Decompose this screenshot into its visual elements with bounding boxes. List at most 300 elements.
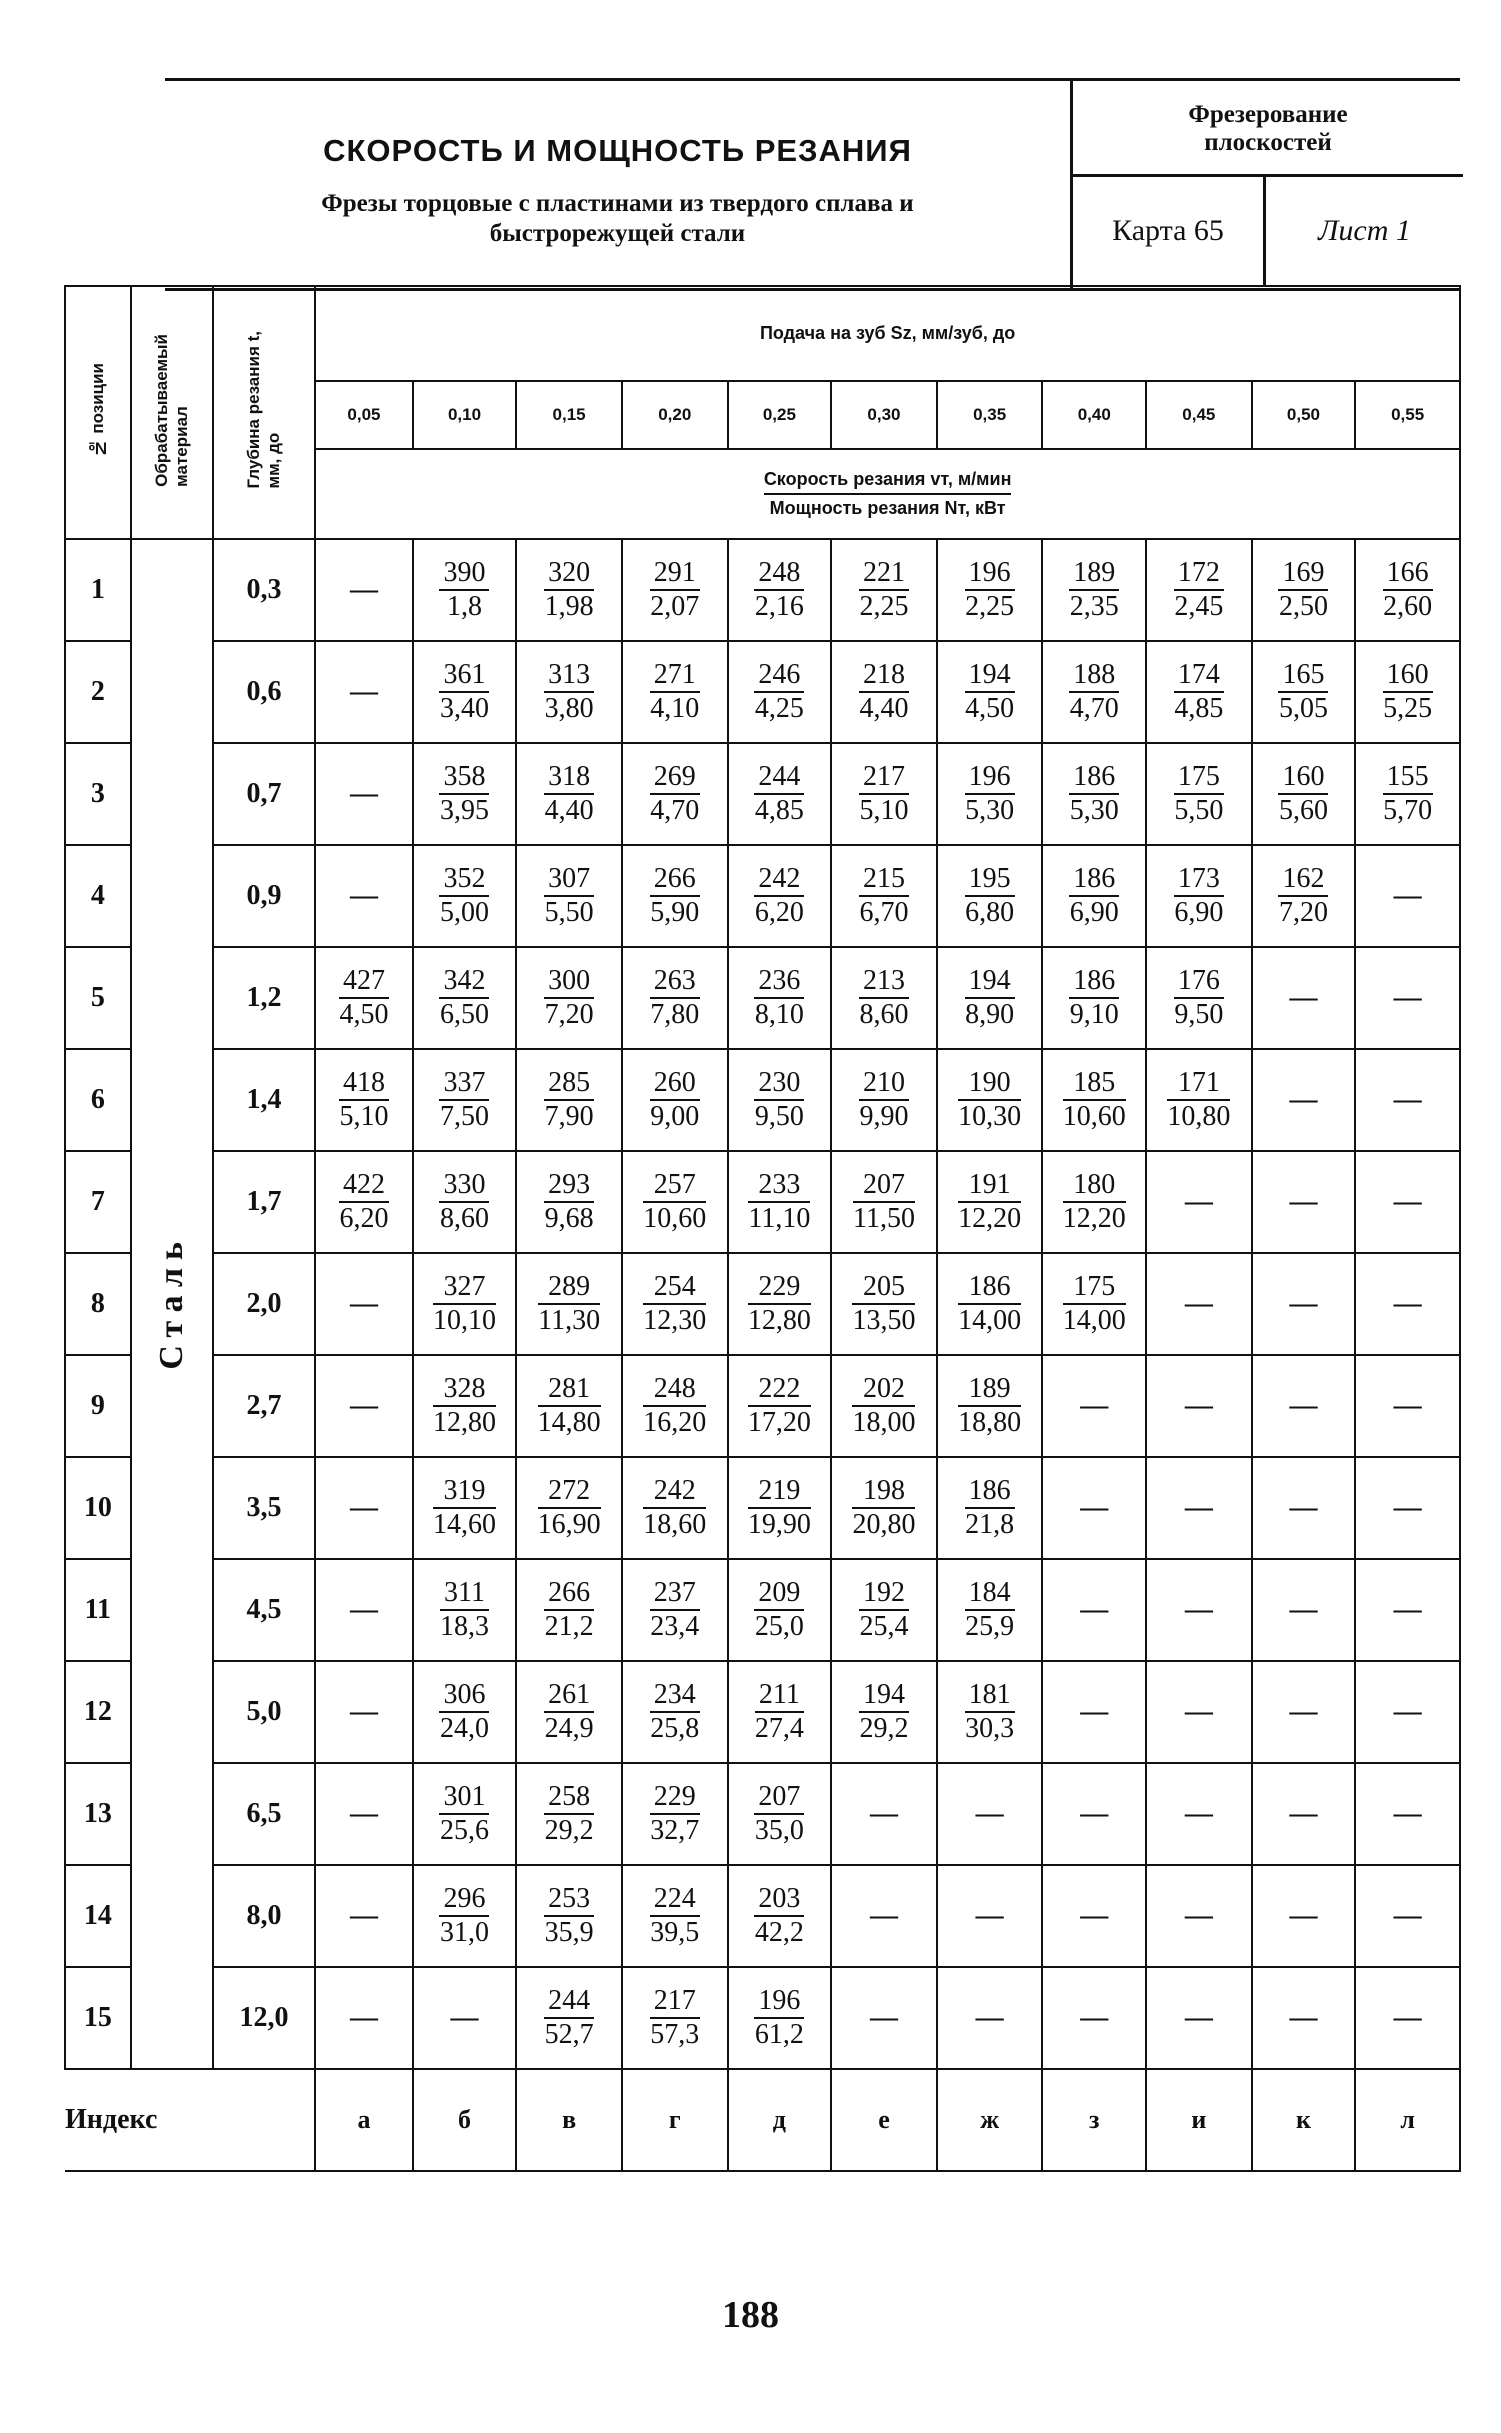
speed-power-fraction bbox=[754, 558, 804, 622]
speed-power-cell bbox=[728, 641, 832, 743]
empty-cell bbox=[1252, 1457, 1356, 1559]
empty-cell bbox=[413, 1967, 517, 2069]
index-letter: з bbox=[1042, 2069, 1146, 2171]
index-letter: б bbox=[413, 2069, 517, 2171]
dash-mark: — bbox=[1080, 1798, 1109, 1829]
cutting-power-value: 57,3 bbox=[650, 2019, 700, 2050]
page-number: 188 bbox=[722, 2294, 779, 2336]
empty-cell bbox=[937, 1763, 1043, 1865]
cutting-power-value: 5,05 bbox=[1278, 693, 1328, 724]
dash-mark: — bbox=[349, 1492, 378, 1523]
speed-power-fraction bbox=[538, 1272, 600, 1336]
table-row bbox=[65, 1865, 1460, 1967]
dash-mark: — bbox=[349, 1594, 378, 1625]
speed-power-cell bbox=[622, 539, 728, 641]
cutting-speed-value: 422 bbox=[339, 1170, 389, 1203]
dash-mark: — bbox=[1289, 1594, 1318, 1625]
speed-power-fraction bbox=[339, 1068, 389, 1132]
cutting-power-value: 14,80 bbox=[537, 1407, 601, 1438]
dash-mark: — bbox=[1393, 1186, 1422, 1217]
cutting-speed-value: 244 bbox=[544, 1986, 594, 2019]
cutting-speed-value: 285 bbox=[544, 1068, 594, 1101]
feed-value: 0,20 bbox=[622, 381, 728, 449]
speed-power-fraction bbox=[754, 1986, 804, 2050]
speed-power-cell bbox=[831, 947, 937, 1049]
speed-power-cell bbox=[831, 845, 937, 947]
cutting-speed-value: 185 bbox=[1063, 1068, 1126, 1101]
depth-value: 0,9 bbox=[213, 845, 316, 947]
speed-header: Скорость резания vт, м/мин bbox=[764, 469, 1012, 495]
speed-power-cell bbox=[622, 845, 728, 947]
speed-power-cell bbox=[315, 1151, 412, 1253]
speed-power-cell bbox=[1252, 743, 1356, 845]
position-number: 6 bbox=[65, 1049, 131, 1151]
dash-mark: — bbox=[975, 1900, 1004, 1931]
speed-power-fraction bbox=[1063, 1068, 1126, 1132]
speed-power-cell bbox=[831, 743, 937, 845]
empty-cell bbox=[1355, 1967, 1460, 2069]
cutting-speed-value: 174 bbox=[1174, 660, 1224, 693]
cutting-power-value: 52,7 bbox=[544, 2019, 594, 2050]
depth-header: Глубина резания t, мм, до bbox=[243, 331, 283, 489]
empty-cell bbox=[1042, 1763, 1146, 1865]
position-number: 8 bbox=[65, 1253, 131, 1355]
cutting-speed-value: 327 bbox=[433, 1272, 496, 1305]
cutting-power-value: 10,60 bbox=[643, 1203, 707, 1234]
dash-mark: — bbox=[1289, 1084, 1318, 1115]
index-label: Индекс bbox=[65, 2069, 315, 2171]
depth-value: 2,0 bbox=[213, 1253, 316, 1355]
cutting-power-value: 9,50 bbox=[1174, 999, 1224, 1030]
speed-power-fraction bbox=[1278, 864, 1328, 928]
cutting-speed-value: 242 bbox=[754, 864, 804, 897]
empty-cell bbox=[1146, 1355, 1252, 1457]
cutting-speed-value: 219 bbox=[748, 1476, 811, 1509]
cutting-power-value: 4,40 bbox=[859, 693, 909, 724]
cutting-power-value: 7,50 bbox=[439, 1101, 489, 1132]
cutting-speed-value: 186 bbox=[1069, 864, 1119, 897]
speed-power-fraction bbox=[748, 1170, 810, 1234]
speed-power-cell bbox=[831, 641, 937, 743]
cutting-speed-value: 269 bbox=[650, 762, 700, 795]
speed-power-cell bbox=[516, 1865, 622, 1967]
dash-mark: — bbox=[1289, 1900, 1318, 1931]
speed-power-cell bbox=[413, 1865, 517, 1967]
dash-mark: — bbox=[349, 676, 378, 707]
cutting-power-value: 12,30 bbox=[643, 1305, 707, 1336]
speed-power-cell bbox=[413, 845, 517, 947]
dash-mark: — bbox=[1184, 1186, 1213, 1217]
table-row bbox=[65, 641, 1460, 743]
speed-power-cell bbox=[831, 1661, 937, 1763]
cutting-power-value: 10,30 bbox=[958, 1101, 1022, 1132]
dash-mark: — bbox=[1080, 1900, 1109, 1931]
feed-value: 0,30 bbox=[831, 381, 937, 449]
cutting-power-value: 4,70 bbox=[650, 795, 700, 826]
dash-mark: — bbox=[1289, 1696, 1318, 1727]
dash-mark: — bbox=[1289, 1186, 1318, 1217]
empty-cell bbox=[315, 1763, 412, 1865]
speed-power-cell bbox=[413, 743, 517, 845]
cutting-power-value: 12,20 bbox=[1062, 1203, 1126, 1234]
cutting-power-value: 31,0 bbox=[439, 1917, 489, 1948]
speed-power-fraction bbox=[965, 762, 1015, 826]
empty-cell bbox=[831, 1763, 937, 1865]
speed-power-fraction bbox=[650, 762, 700, 826]
cutting-power-value: 4,40 bbox=[544, 795, 594, 826]
empty-cell bbox=[315, 539, 412, 641]
speed-power-fraction bbox=[1069, 558, 1119, 622]
dash-mark: — bbox=[869, 1798, 898, 1829]
dash-mark: — bbox=[349, 778, 378, 809]
cutting-speed-value: 306 bbox=[439, 1680, 489, 1713]
cutting-speed-value: 258 bbox=[544, 1782, 594, 1815]
cutting-power-value: 18,60 bbox=[643, 1509, 707, 1540]
speed-power-cell bbox=[413, 539, 517, 641]
speed-power-fraction bbox=[650, 1782, 700, 1846]
speed-power-fraction bbox=[1278, 660, 1328, 724]
position-number: 4 bbox=[65, 845, 131, 947]
cutting-power-value: 2,60 bbox=[1383, 591, 1433, 622]
cutting-power-value: 42,2 bbox=[754, 1917, 804, 1948]
dash-mark: — bbox=[1080, 2002, 1109, 2033]
speed-power-cell bbox=[831, 1559, 937, 1661]
table-row bbox=[65, 1763, 1460, 1865]
cutting-power-value: 2,25 bbox=[965, 591, 1015, 622]
cutting-power-value: 2,07 bbox=[650, 591, 700, 622]
speed-power-fraction bbox=[1174, 558, 1224, 622]
empty-cell bbox=[1042, 1355, 1146, 1457]
speed-power-fraction bbox=[754, 1068, 804, 1132]
page-title: СКОРОСТЬ И МОЩНОСТЬ РЕЗАНИЯ bbox=[323, 133, 912, 168]
speed-power-cell bbox=[413, 1661, 517, 1763]
speed-power-cell bbox=[937, 1457, 1043, 1559]
speed-power-fraction bbox=[544, 864, 594, 928]
cutting-power-value: 18,3 bbox=[439, 1611, 489, 1642]
speed-power-cell bbox=[413, 1763, 517, 1865]
header-title-block bbox=[165, 81, 1070, 288]
cutting-speed-value: 196 bbox=[754, 1986, 804, 2019]
feed-header: Подача на зуб Sz, мм/зуб, до bbox=[315, 286, 1460, 381]
speed-power-fraction bbox=[439, 864, 489, 928]
cutting-speed-value: 180 bbox=[1063, 1170, 1126, 1203]
cutting-power-value: 11,50 bbox=[852, 1203, 915, 1234]
speed-power-fraction bbox=[643, 1272, 706, 1336]
cutting-power-value: 7,90 bbox=[544, 1101, 594, 1132]
speed-power-cell bbox=[1146, 947, 1252, 1049]
empty-cell bbox=[315, 1559, 412, 1661]
speed-power-cell bbox=[1252, 845, 1356, 947]
operation-label bbox=[1073, 81, 1463, 177]
speed-power-cell bbox=[728, 1559, 832, 1661]
cutting-power-value: 14,00 bbox=[958, 1305, 1022, 1336]
cutting-speed-value: 188 bbox=[1069, 660, 1119, 693]
cutting-power-value: 16,90 bbox=[537, 1509, 601, 1540]
speed-power-fraction bbox=[965, 1578, 1015, 1642]
dash-mark: — bbox=[1393, 2002, 1422, 2033]
cutting-power-value: 5,10 bbox=[859, 795, 909, 826]
depth-value: 8,0 bbox=[213, 1865, 316, 1967]
power-header: Мощность резания Nт, кВт bbox=[769, 498, 1006, 518]
cutting-speed-value: 248 bbox=[754, 558, 804, 591]
cutting-speed-value: 427 bbox=[339, 966, 389, 999]
cutting-power-value: 14,60 bbox=[432, 1509, 496, 1540]
dash-mark: — bbox=[349, 1798, 378, 1829]
empty-cell bbox=[831, 1865, 937, 1967]
cutting-power-value: 3,80 bbox=[544, 693, 594, 724]
speed-power-cell bbox=[622, 743, 728, 845]
speed-power-fraction bbox=[643, 1374, 706, 1438]
speed-power-fraction bbox=[859, 1680, 909, 1744]
speed-power-cell bbox=[1042, 641, 1146, 743]
speed-power-fraction bbox=[433, 1476, 496, 1540]
speed-power-cell bbox=[516, 1457, 622, 1559]
speed-power-cell bbox=[1042, 845, 1146, 947]
dash-mark: — bbox=[349, 2002, 378, 2033]
speed-power-fraction bbox=[748, 1476, 811, 1540]
index-letter: к bbox=[1252, 2069, 1356, 2171]
cutting-power-value: 35,0 bbox=[754, 1815, 804, 1846]
empty-cell bbox=[315, 1967, 412, 2069]
speed-power-fraction bbox=[439, 558, 489, 622]
table-row bbox=[65, 1559, 1460, 1661]
cutting-power-value: 25,6 bbox=[439, 1815, 489, 1846]
dash-mark: — bbox=[349, 1900, 378, 1931]
speed-power-cell bbox=[1355, 743, 1460, 845]
dash-mark: — bbox=[1393, 1594, 1422, 1625]
dash-mark: — bbox=[1080, 1594, 1109, 1625]
operation-line-1: Фрезерование bbox=[1188, 101, 1348, 128]
cutting-speed-value: 293 bbox=[544, 1170, 594, 1203]
cutting-power-value: 16,20 bbox=[643, 1407, 707, 1438]
dash-mark: — bbox=[1080, 1390, 1109, 1421]
depth-value: 1,2 bbox=[213, 947, 316, 1049]
cutting-power-value: 9,00 bbox=[650, 1101, 700, 1132]
speed-power-fraction bbox=[650, 1986, 700, 2050]
cutting-speed-value: 229 bbox=[748, 1272, 811, 1305]
speed-power-fraction bbox=[859, 660, 909, 724]
speed-power-cell bbox=[1042, 947, 1146, 1049]
speed-power-fraction bbox=[1174, 660, 1224, 724]
empty-cell bbox=[1146, 1661, 1252, 1763]
cutting-speed-value: 320 bbox=[544, 558, 594, 591]
cutting-speed-value: 171 bbox=[1167, 1068, 1230, 1101]
speed-power-cell bbox=[1042, 1049, 1146, 1151]
cutting-power-value: 6,50 bbox=[439, 999, 489, 1030]
cutting-power-value: 21,8 bbox=[965, 1509, 1015, 1540]
cutting-power-value: 9,10 bbox=[1069, 999, 1119, 1030]
speed-power-fraction bbox=[339, 1170, 389, 1234]
cutting-power-value: 5,30 bbox=[965, 795, 1015, 826]
speed-power-cell bbox=[622, 1049, 728, 1151]
speed-power-fraction bbox=[1383, 762, 1433, 826]
table-row bbox=[65, 1049, 1460, 1151]
cutting-power-value: 4,25 bbox=[754, 693, 804, 724]
depth-value: 0,7 bbox=[213, 743, 316, 845]
speed-power-cell bbox=[831, 1151, 937, 1253]
speed-power-fraction bbox=[1174, 864, 1224, 928]
sheet-number: Лист 1 bbox=[1318, 214, 1411, 247]
depth-value: 0,6 bbox=[213, 641, 316, 743]
cutting-power-value: 27,4 bbox=[754, 1713, 804, 1744]
speed-power-cell bbox=[831, 1355, 937, 1457]
speed-power-fraction bbox=[1069, 660, 1119, 724]
feed-value: 0,40 bbox=[1042, 381, 1146, 449]
cutting-speed-value: 213 bbox=[859, 966, 909, 999]
speed-power-fraction bbox=[439, 1170, 489, 1234]
speed-power-fraction bbox=[1069, 762, 1119, 826]
speed-power-fraction bbox=[643, 1476, 706, 1540]
speed-power-cell bbox=[937, 845, 1043, 947]
cutting-speed-value: 191 bbox=[958, 1170, 1021, 1203]
speed-power-fraction bbox=[1167, 1068, 1230, 1132]
empty-cell bbox=[1146, 1865, 1252, 1967]
speed-power-cell bbox=[413, 641, 517, 743]
empty-cell bbox=[315, 641, 412, 743]
cutting-power-value: 2,16 bbox=[754, 591, 804, 622]
cutting-speed-value: 361 bbox=[439, 660, 489, 693]
dash-mark: — bbox=[349, 1696, 378, 1727]
speed-power-cell bbox=[516, 1355, 622, 1457]
cutting-power-value: 23,4 bbox=[650, 1611, 700, 1642]
speed-power-fraction bbox=[433, 1272, 496, 1336]
dash-mark: — bbox=[1184, 1594, 1213, 1625]
speed-power-fraction bbox=[1174, 966, 1224, 1030]
feed-value: 0,50 bbox=[1252, 381, 1356, 449]
speed-power-cell bbox=[937, 641, 1043, 743]
speed-power-fraction bbox=[754, 660, 804, 724]
cutting-power-value: 25,9 bbox=[965, 1611, 1015, 1642]
dash-mark: — bbox=[1184, 1288, 1213, 1319]
empty-cell bbox=[1355, 1355, 1460, 1457]
cutting-power-value: 29,2 bbox=[544, 1815, 594, 1846]
cutting-speed-value: 184 bbox=[965, 1578, 1015, 1611]
speed-power-fraction bbox=[440, 1578, 489, 1642]
feed-value: 0,45 bbox=[1146, 381, 1252, 449]
empty-cell bbox=[1252, 1049, 1356, 1151]
speed-power-cell bbox=[1252, 641, 1356, 743]
speed-power-fraction bbox=[538, 1476, 601, 1540]
cutting-speed-value: 194 bbox=[859, 1680, 909, 1713]
speed-power-fraction bbox=[965, 864, 1015, 928]
cutting-power-value: 12,80 bbox=[432, 1407, 496, 1438]
speed-power-fraction bbox=[958, 1170, 1021, 1234]
cutting-speed-value: 181 bbox=[965, 1680, 1015, 1713]
dash-mark: — bbox=[1184, 1492, 1213, 1523]
speed-power-fraction bbox=[965, 558, 1015, 622]
speed-power-fraction bbox=[958, 1272, 1021, 1336]
speed-power-header bbox=[315, 449, 1460, 539]
cutting-speed-value: 337 bbox=[439, 1068, 489, 1101]
cutting-speed-value: 301 bbox=[439, 1782, 489, 1815]
depth-value: 1,4 bbox=[213, 1049, 316, 1151]
dash-mark: — bbox=[1184, 1900, 1213, 1931]
speed-power-fraction bbox=[1069, 966, 1119, 1030]
speed-power-cell bbox=[728, 1457, 832, 1559]
cutting-speed-value: 246 bbox=[754, 660, 804, 693]
card-number: Карта 65 bbox=[1073, 177, 1266, 285]
cutting-speed-value: 328 bbox=[433, 1374, 496, 1407]
cutting-speed-value: 291 bbox=[650, 558, 700, 591]
cutting-power-value: 61,2 bbox=[754, 2019, 804, 2050]
speed-power-fraction bbox=[439, 660, 489, 724]
cutting-speed-value: 176 bbox=[1174, 966, 1224, 999]
cutting-data-table bbox=[64, 285, 1461, 2172]
position-number: 3 bbox=[65, 743, 131, 845]
position-number: 12 bbox=[65, 1661, 131, 1763]
cutting-power-value: 4,50 bbox=[339, 999, 389, 1030]
table-row bbox=[65, 845, 1460, 947]
empty-cell bbox=[315, 743, 412, 845]
speed-power-cell bbox=[1146, 641, 1252, 743]
speed-power-cell bbox=[728, 1151, 832, 1253]
cutting-power-value: 6,20 bbox=[754, 897, 804, 928]
empty-cell bbox=[1252, 1151, 1356, 1253]
speed-power-cell bbox=[622, 1763, 728, 1865]
depth-value: 6,5 bbox=[213, 1763, 316, 1865]
cutting-power-value: 12,80 bbox=[747, 1305, 811, 1336]
cutting-power-value: 35,9 bbox=[544, 1917, 594, 1948]
cutting-speed-value: 195 bbox=[965, 864, 1015, 897]
cutting-power-value: 2,25 bbox=[859, 591, 909, 622]
dash-mark: — bbox=[1289, 1288, 1318, 1319]
cutting-speed-value: 296 bbox=[439, 1884, 489, 1917]
cutting-speed-value: 257 bbox=[643, 1170, 706, 1203]
speed-power-fraction bbox=[544, 966, 594, 1030]
cutting-speed-value: 418 bbox=[339, 1068, 389, 1101]
cutting-power-value: 6,80 bbox=[965, 897, 1015, 928]
cutting-power-value: 4,70 bbox=[1069, 693, 1119, 724]
cutting-power-value: 25,8 bbox=[650, 1713, 700, 1744]
cutting-speed-value: 165 bbox=[1278, 660, 1328, 693]
index-row bbox=[65, 2069, 1460, 2171]
speed-power-fraction bbox=[852, 1272, 915, 1336]
speed-power-fraction bbox=[1174, 762, 1224, 826]
speed-power-fraction bbox=[754, 864, 804, 928]
speed-power-fraction bbox=[852, 1374, 915, 1438]
speed-power-fraction bbox=[439, 1782, 489, 1846]
speed-power-fraction bbox=[859, 1068, 909, 1132]
feed-header-row bbox=[65, 286, 1460, 381]
cutting-speed-value: 155 bbox=[1383, 762, 1433, 795]
dash-mark: — bbox=[1289, 982, 1318, 1013]
speed-power-cell bbox=[831, 1049, 937, 1151]
cutting-speed-value: 160 bbox=[1278, 762, 1328, 795]
cutting-power-value: 39,5 bbox=[650, 1917, 700, 1948]
material-header-cell bbox=[131, 286, 213, 539]
speed-power-fraction bbox=[1069, 864, 1119, 928]
speed-power-fraction bbox=[650, 966, 700, 1030]
speed-power-cell bbox=[937, 743, 1043, 845]
speed-power-cell bbox=[413, 947, 517, 1049]
index-letter: в bbox=[516, 2069, 622, 2171]
dash-mark: — bbox=[975, 2002, 1004, 2033]
speed-power-fraction bbox=[650, 864, 700, 928]
position-header-cell bbox=[65, 286, 131, 539]
cutting-speed-value: 260 bbox=[650, 1068, 700, 1101]
position-number: 13 bbox=[65, 1763, 131, 1865]
empty-cell bbox=[1252, 1253, 1356, 1355]
speed-power-cell bbox=[516, 1049, 622, 1151]
empty-cell bbox=[315, 1865, 412, 1967]
speed-power-cell bbox=[728, 1253, 832, 1355]
cutting-power-value: 17,20 bbox=[747, 1407, 811, 1438]
speed-power-cell bbox=[1042, 539, 1146, 641]
speed-power-fraction bbox=[748, 1272, 811, 1336]
position-number: 1 bbox=[65, 539, 131, 641]
cutting-speed-value: 248 bbox=[643, 1374, 706, 1407]
dash-mark: — bbox=[1289, 1390, 1318, 1421]
